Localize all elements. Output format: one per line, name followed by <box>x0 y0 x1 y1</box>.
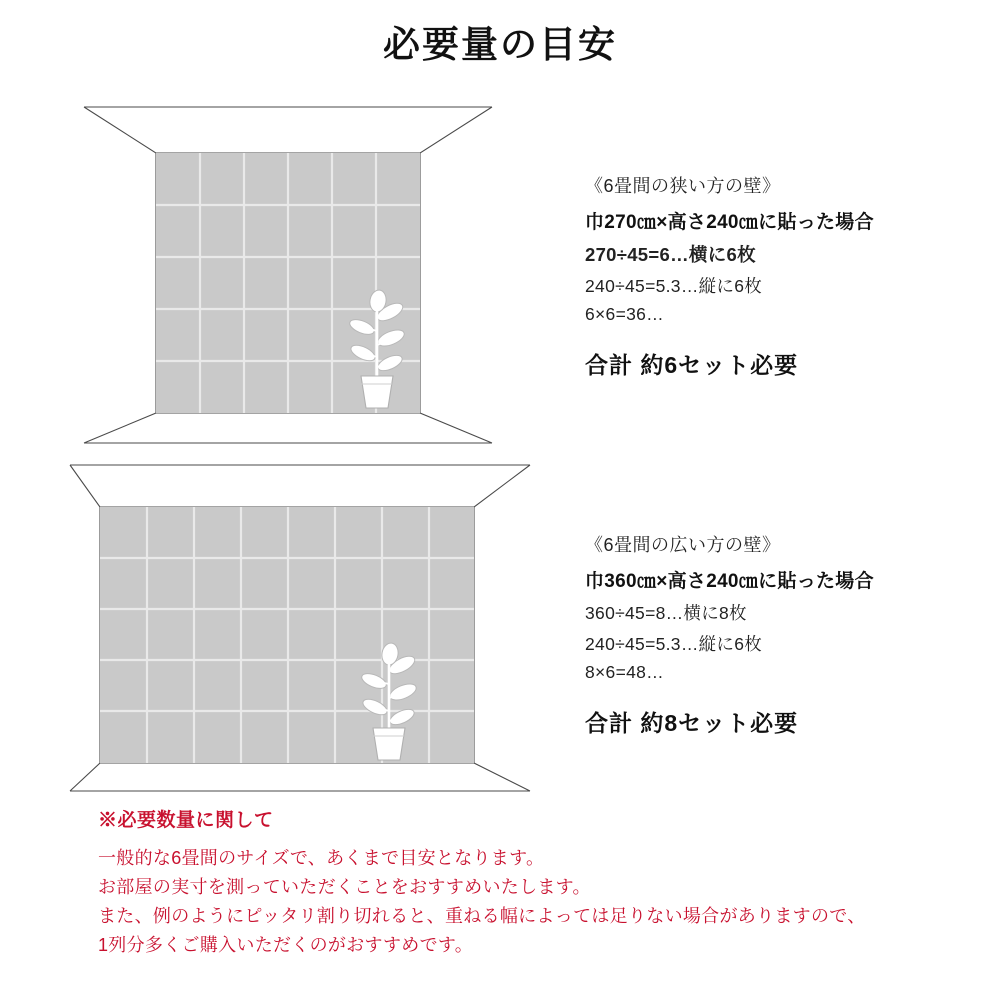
info-calc1-narrow: 270÷45=6…横に6枚 <box>585 244 756 265</box>
wall-panel-narrow <box>156 153 420 413</box>
notes-line-2: お部屋の実寸を測っていただくことをおすすめいたします。 <box>98 877 591 898</box>
info-calc3-wide: 8×6=48… <box>585 662 664 682</box>
info-calc2-wide: 240÷45=5.3…縦に6枚 <box>585 634 763 654</box>
info-size-narrow: 巾270㎝×高さ240㎝に貼った場合 <box>585 212 874 233</box>
info-block-wide <box>585 531 985 738</box>
wall-panel-wide <box>100 507 474 763</box>
info-calc3-narrow: 6×6=36… <box>585 304 664 324</box>
notes-line-3: また、例のようにピッタリ割り切れると、重ねる幅によっては足りない場合がありますので、 <box>98 906 866 927</box>
info-heading-wide: 《6畳間の広い方の壁》 <box>585 535 781 555</box>
info-total-narrow: 合計 約6セット必要 <box>585 352 799 378</box>
notes-line-1: 一般的な6畳間のサイズで、あくまで目安となります。 <box>98 848 545 868</box>
notes-title: ※必要数量に関して <box>98 810 274 831</box>
info-total-wide: 合計 約8セット必要 <box>585 710 799 736</box>
info-heading-narrow: 《6畳間の狭い方の壁》 <box>585 176 781 196</box>
info-size-wide: 巾360㎝×高さ240㎝に貼った場合 <box>585 571 874 592</box>
room-narrow-svg <box>60 95 540 445</box>
notes-line-4: 1列分多くご購入いただくのがおすすめです。 <box>98 935 474 956</box>
notes-section <box>98 805 958 961</box>
page-title: 必要量の目安 <box>383 24 617 65</box>
room-illustration-narrow <box>60 95 540 445</box>
info-calc1-wide: 360÷45=8…横に8枚 <box>585 603 747 623</box>
room-illustration-wide <box>60 455 540 795</box>
info-block-narrow <box>585 172 985 380</box>
room-wide-svg <box>60 455 540 795</box>
info-calc2-narrow: 240÷45=5.3…縦に6枚 <box>585 276 763 296</box>
